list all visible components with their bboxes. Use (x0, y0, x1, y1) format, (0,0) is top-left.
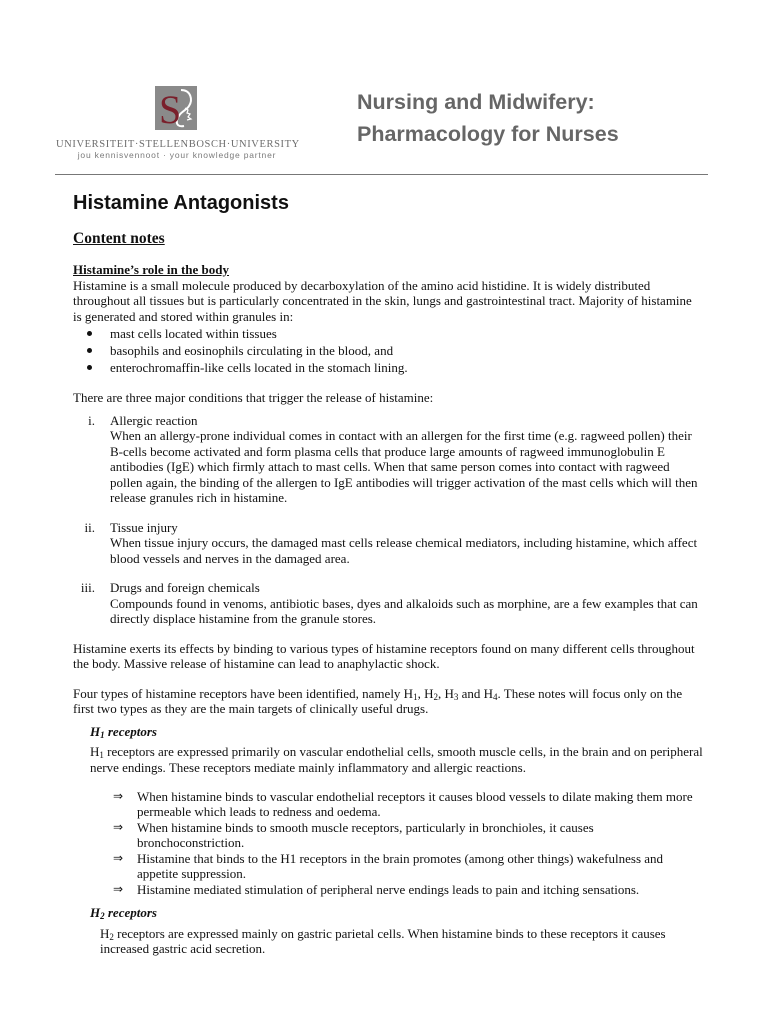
svg-text:S: S (159, 87, 182, 130)
list-item: ⇒ When histamine binds to vascular endothelial receptors it causes blood vessels to dilate making them more permeable which leads to redness and oedema. (113, 789, 693, 819)
document-title: Histamine Antagonists (73, 192, 289, 214)
role-paragraph: Histamine is a small molecule produced by decarboxylation of the amino acid histidine. It is widely distributed throughout all tissues but is particularly concentrated in the skin, lungs and gastrointestinal tract. Majority of histamine is generated and stored within granules in: (73, 277, 692, 324)
list-item: ⇒ When histamine binds to smooth muscle receptors, particularly in bronchioles, it causes bronchoconstriction. (113, 820, 594, 850)
h2-receptors-paragraph: $H_2$ receptors are expressed mainly on gastric parietal cells. When histamine binds to these receptors it causes increased gastric acid secretion. (100, 925, 666, 956)
h2-receptors-heading: $H_2$ receptors (90, 905, 157, 921)
receptor-types-paragraph: Four types of histamine receptors have been identified, namely $H_1$, $H_2$, $H_3$ and $H_4$. These notes will focus only on the first two types as they are the main targets of clinically useful drugs. (73, 685, 683, 716)
university-motto: jou kennisvennoot · your knowledge partner (77, 150, 277, 160)
trigger-title: Allergic reaction (110, 412, 198, 428)
list-item: ⇒ Histamine mediated stimulation of peripheral nerve endings leads to pain and itching sensations. (113, 882, 640, 897)
trigger-text: When tissue injury occurs, the damaged mast cells release chemical mediators, including histamine, which affect blood vessels and nerves in the damaged area. (110, 535, 698, 566)
content-notes-heading: Content notes (73, 230, 165, 247)
trigger-title: Drugs and foreign chemicals (110, 580, 260, 595)
roman-numeral: ii. (84, 519, 95, 535)
list-item: mast cells located within tissues (73, 325, 703, 342)
double-arrow-icon: ⇒ (113, 820, 124, 834)
list-item: ⇒ Histamine that binds to the H1 receptors in the brain promotes (among other things) wakefulness and appetite suppression. (113, 851, 664, 881)
h1-receptors-paragraph: $H_1$ receptors are expressed primarily on vascular endothelial cells, smooth muscle cells, in the brain and on peripheral nerve endings. These receptors mediate mainly inflammatory and allergic reactions. (90, 744, 703, 775)
double-arrow-icon: ⇒ (113, 789, 124, 803)
roman-numeral: i. (88, 412, 95, 428)
document-body (73, 190, 703, 957)
granule-sites-list (73, 325, 703, 376)
list-item: enterochromaffin-like cells located in the stomach lining. (73, 359, 703, 376)
university-logo-icon (155, 86, 197, 130)
roman-numeral: iii. (80, 580, 95, 595)
trigger-title: Tissue injury (110, 519, 178, 535)
trigger-item (73, 413, 703, 506)
trigger-text: When an allergy-prone individual comes in contact with an allergen for the first time (e.g. ragweed pollen) their B-cells become activated and form plasma cells that produce large amounts of ragweed immunoglobulin E antibodies (IgE) which firmly attach to mast cells. When that same person comes into contact with ragweed pollen again, the binding of the allergen to IgE antibodies will trigger activation of the mast cells which will then release granules rich in histamine. (110, 428, 698, 505)
double-arrow-icon: ⇒ (113, 882, 124, 896)
university-name: UNIVERSITEIT·STELLENBOSCH·UNIVERSITY (56, 139, 300, 150)
list-item: basophils and eosinophils circulating in the blood, and (73, 342, 703, 359)
h1-effects-list (73, 789, 703, 897)
trigger-text: Compounds found in venoms, antibiotic bases, dyes and alkaloids such as morphine, are a few examples that can directly displace histamine from the granule stores. (110, 595, 698, 626)
header-title-line1: Nursing and Midwifery: (357, 90, 595, 114)
h1-receptors-heading: $H_1$ receptors (90, 723, 157, 740)
effects-paragraph: Histamine exerts its effects by binding to various types of histamine receptors found on many different cells throughout the body. Massive release of histamine can lead to anaphylactic shock. (73, 640, 695, 671)
double-arrow-icon: ⇒ (113, 851, 124, 865)
role-heading: Histamine’s role in the body (73, 262, 230, 277)
header-title-line2: Pharmacology for Nurses (357, 122, 619, 146)
trigger-item (73, 580, 703, 627)
trigger-intro: There are three major conditions that trigger the release of histamine: (73, 390, 434, 405)
trigger-item (73, 520, 703, 567)
header-divider (55, 174, 708, 175)
